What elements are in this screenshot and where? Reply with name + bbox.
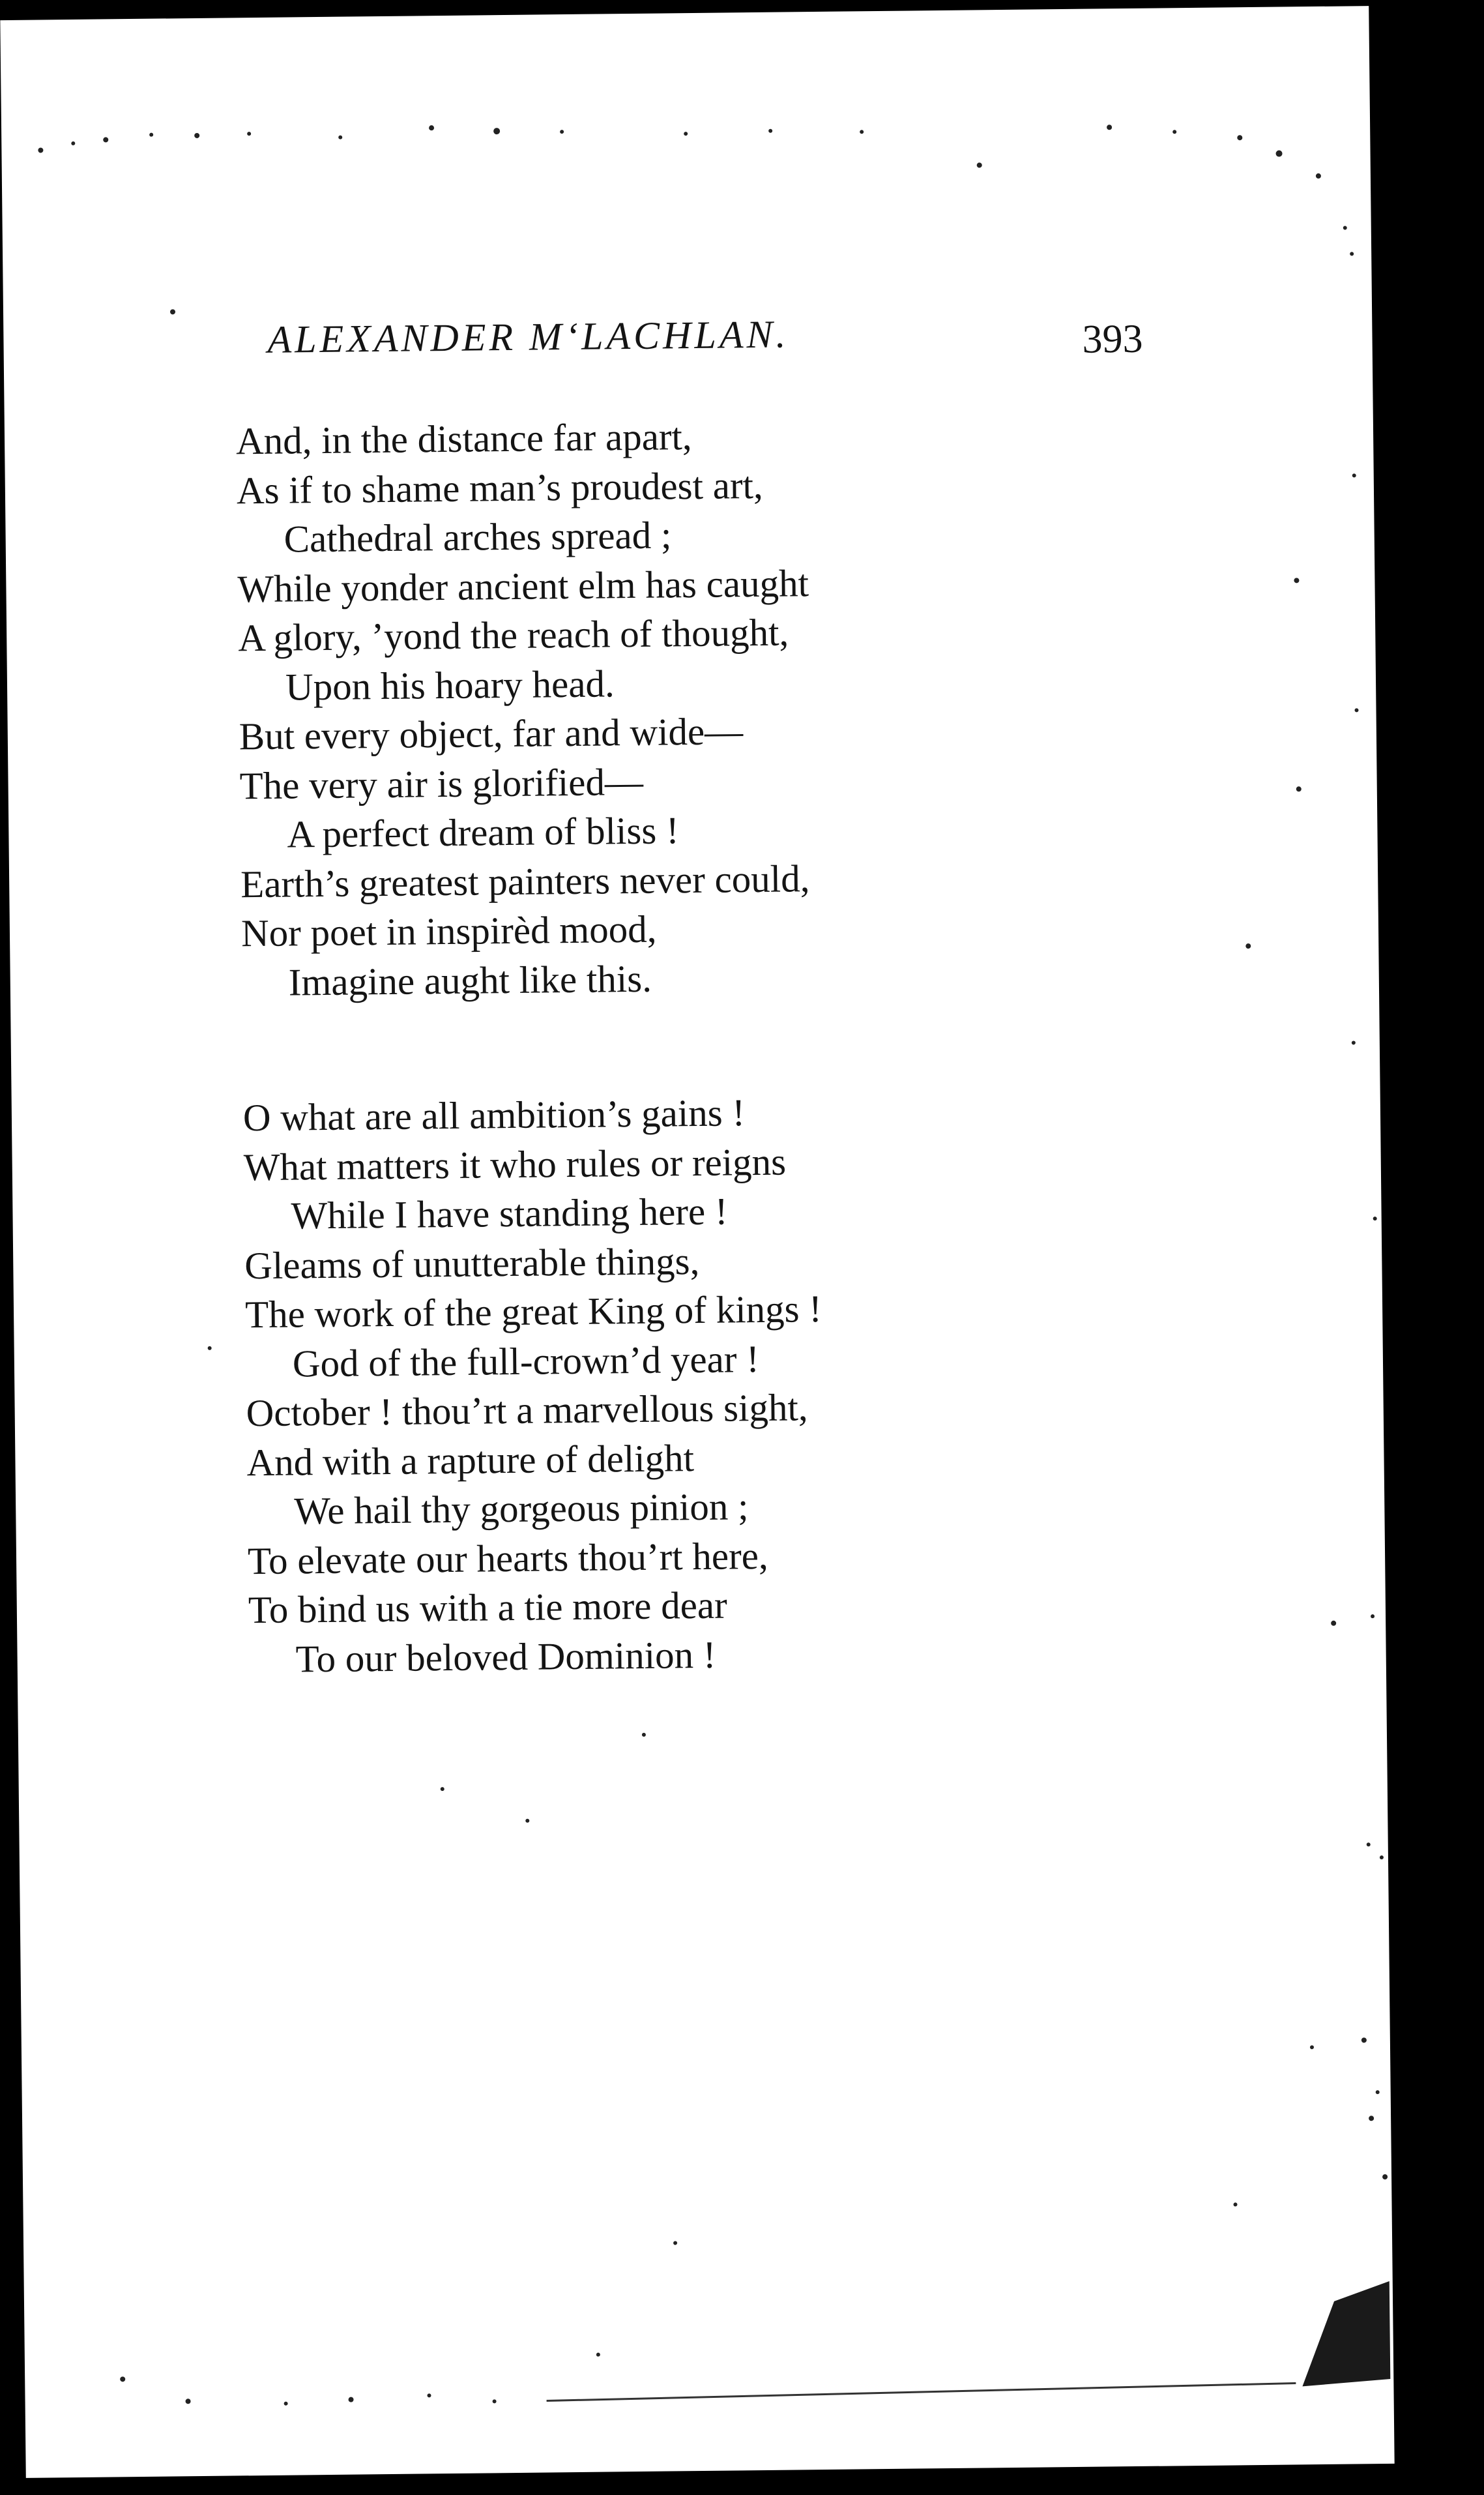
stanza-2 bbox=[243, 1085, 1096, 1685]
poem-line: What matters it who rules or reigns bbox=[243, 1140, 787, 1188]
poem-line: A perfect dream of bliss ! bbox=[287, 808, 679, 856]
poem-line: We hail thy gorgeous pinion ; bbox=[293, 1484, 749, 1533]
poem-line: God of the full-crown’d year ! bbox=[292, 1336, 760, 1385]
poem-line: October ! thou’rt a marvellous sight, bbox=[246, 1385, 808, 1435]
poem-line: Imagine aught like this. bbox=[288, 956, 652, 1004]
poem-line: And, in the distance far apart, bbox=[235, 415, 692, 463]
poem-line: Gleams of unutterable things, bbox=[244, 1239, 700, 1287]
poem-line: Upon his hoary head. bbox=[285, 661, 615, 709]
poem-line: To bind us with a tie more dear bbox=[248, 1583, 728, 1632]
poem-line: As if to shame man’s proudest art, bbox=[236, 463, 764, 512]
poem-line: But every object, far and wide— bbox=[239, 709, 744, 758]
running-title: ALEXANDER M‘LACHLAN. bbox=[267, 312, 789, 361]
poem-line: Nor poet in inspirèd mood, bbox=[240, 907, 657, 955]
poem-line: Cathedral arches spread ; bbox=[284, 513, 672, 561]
poem-line: While yonder ancient elm has caught bbox=[237, 561, 809, 610]
book-page bbox=[0, 6, 1394, 2478]
poem-line: A glory, ’yond the reach of thought, bbox=[237, 610, 789, 660]
stanza-1 bbox=[236, 408, 1089, 1008]
poem-line: O what are all ambition’s gains ! bbox=[242, 1091, 746, 1140]
page-number: 393 bbox=[1082, 316, 1143, 362]
poem-line: Earth’s greatest painters never could, bbox=[240, 856, 810, 906]
poem-line: To elevate our hearts thou’rt here, bbox=[247, 1533, 768, 1582]
poem-line: The work of the great King of kings ! bbox=[244, 1287, 822, 1336]
page-header bbox=[267, 308, 1180, 389]
poem-line: To our beloved Dominion ! bbox=[295, 1632, 716, 1680]
poem-line: While I have standing here ! bbox=[291, 1189, 728, 1237]
poem-line: The very air is glorified— bbox=[239, 760, 644, 807]
poem-line: And with a rapture of delight bbox=[246, 1436, 695, 1484]
